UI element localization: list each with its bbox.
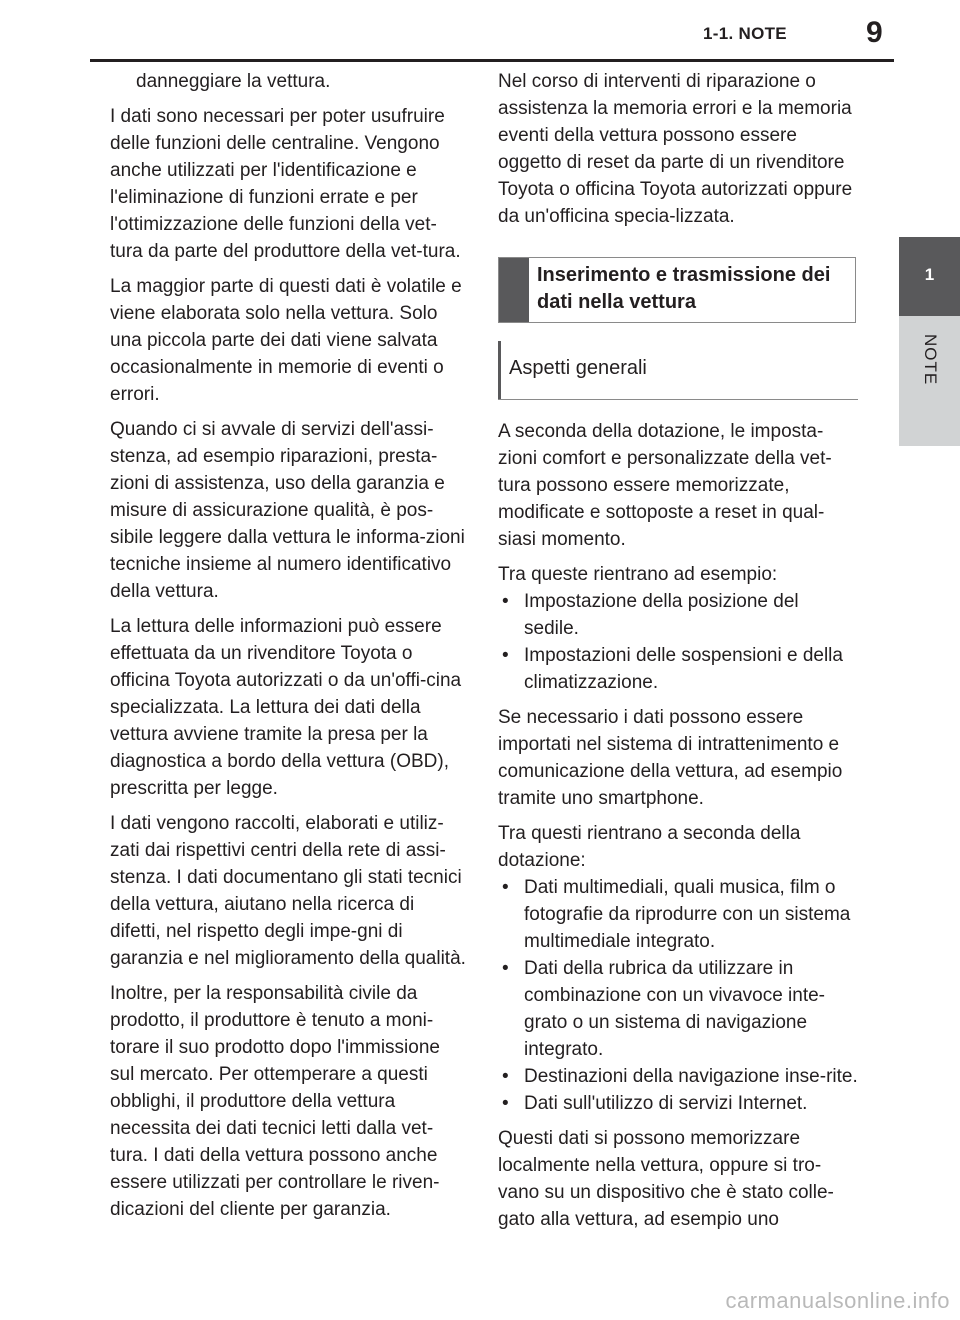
paragraph: Tra questi rientrano a seconda della dotazione: — [498, 823, 801, 871]
list-item: • Impostazione della posizione del sedile. — [498, 588, 858, 642]
section-heading: 1-1. NOTE — [703, 24, 787, 43]
watermark: carmanualsonline.info — [725, 1288, 950, 1313]
bullet-list — [498, 588, 858, 696]
paragraph: A seconda della dotazione, le imposta-zioni comfort e personalizzate della vet-tura possono essere memorizzate, modificate e sottoposte a reset in qual-siasi momento. — [498, 421, 832, 550]
list-item: • Destinazioni della navigazione inse-rite. — [498, 1063, 858, 1090]
list-item: • Dati della rubrica da utilizzare in combinazione con un vivavoce inte-grato o un sistema di navigazione integrato. — [498, 955, 858, 1063]
paragraph: I dati sono necessari per poter usufruire delle funzioni delle centraline. Vengono anche utilizzati per l'identificazione e l'eliminazione di funzioni errate e per l'ottimizzazione delle funzioni della vet-tura da parte del produttore della vet-tura. — [110, 106, 461, 262]
header-divider — [90, 59, 894, 62]
section-title: Inserimento e trasmissione dei dati nella vettura — [537, 264, 831, 313]
chapter-label: NOTE — [921, 334, 940, 386]
left-column — [110, 68, 466, 1231]
paragraph: La maggior parte di questi dati è volatile e viene elaborata solo nella vettura. Solo una piccola parte dei dati viene salvata occasionalmente in memorie di eventi o errori. — [110, 276, 462, 405]
section-bar — [499, 258, 529, 322]
subsection-bar — [498, 341, 501, 399]
paragraph: La lettura delle informazioni può essere effettuata da un rivenditore Toyota o officina Toyota autorizzati o da un'offi-cina specializzata. La lettura dei dati della vettura avviene tramite la presa per la diagnostica a bordo della vettura (OBD), prescritta per legge. — [110, 616, 462, 799]
paragraph: Quando ci si avvale di servizi dell'assi-stenza, ad esempio riparazioni, presta-zioni di assistenza, uso della garanzia e misure di assicurazione qualità, è pos-sibile leggere dalla vettura le informa-zioni tecniche insieme al numero identificativo della vettura. — [110, 419, 465, 602]
continuation-text: danneggiare la vettura. — [136, 71, 331, 92]
section-header — [498, 257, 856, 323]
page-number: 9 — [866, 16, 883, 49]
paragraph: I dati vengono raccolti, elaborati e utiliz-zati dai rispettivi centri della rete di assi-stenza. I dati documentano gli stati tecnici della vettura, aiutano nella ricerca di difetti, nel rispetto degli impe-gni di garanzia e nel miglioramento della qualità. — [110, 813, 466, 969]
paragraph: Se necessario i dati possono essere importati nel sistema di intrattenimento e comunicazione della vettura, ad esempio tramite uno smartphone. — [498, 707, 843, 809]
list-item: • Dati sull'utilizzo di servizi Internet. — [498, 1090, 858, 1117]
paragraph: Questi dati si possono memorizzare localmente nella vettura, oppure si tro-vano su un dispositivo che è stato colle-gato alla vettura, ad esempio uno — [498, 1128, 834, 1230]
paragraph: Inoltre, per la responsabilità civile da prodotto, il produttore è tenuto a moni-torare il suo prodotto dopo l'immissione sul mercato. Per ottemperare a questi obblighi, il produttore della vettura necessita dei dati tecnici letti dalla vet-tura. I dati della vettura possono anche essere utilizzati per controllare le riven-dicazioni del cliente per garanzia. — [110, 983, 440, 1220]
paragraph: Tra queste rientrano ad esempio: — [498, 564, 778, 585]
list-item: • Dati multimediali, quali musica, film o fotografie da riprodurre con un sistema multimediale integrato. — [498, 874, 858, 955]
subsection-title: Aspetti generali — [509, 357, 647, 379]
intro-paragraph: Nel corso di interventi di riparazione o assistenza la memoria errori e la memoria eventi della vettura possono essere oggetto di reset da parte di un rivenditore Toyota o officina Toyota autorizzati oppure da un'officina specia-lizzata. — [498, 71, 853, 227]
chapter-number: 1 — [924, 265, 935, 284]
bullet-list — [498, 874, 858, 1117]
subsection-header — [498, 341, 858, 400]
list-item: • Impostazioni delle sospensioni e della climatizzazione. — [498, 642, 858, 696]
chapter-tab[interactable] — [899, 237, 960, 316]
right-column — [498, 68, 858, 1241]
